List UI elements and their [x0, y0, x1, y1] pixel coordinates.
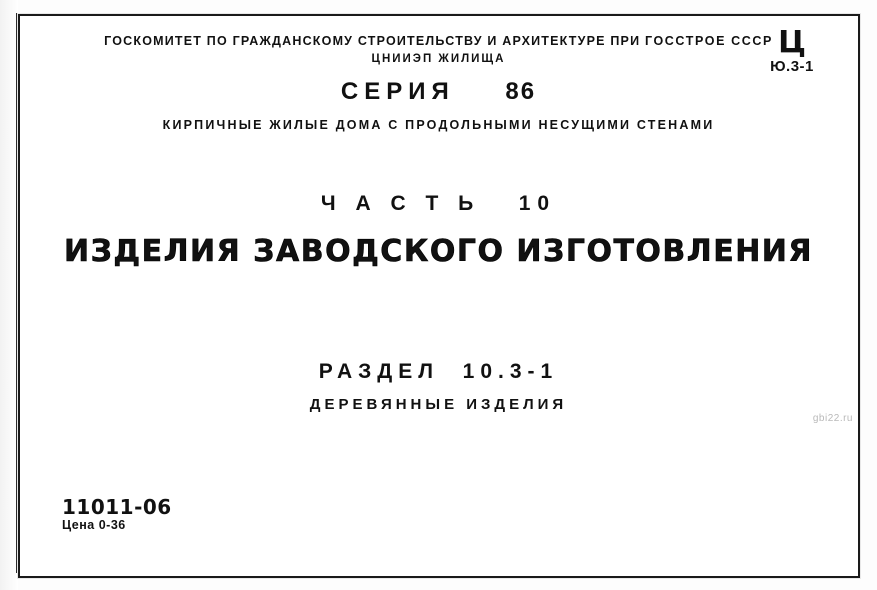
part-number: 10: [518, 192, 557, 215]
section-line: [0, 360, 877, 384]
part-label: Ч А С Т Ь: [320, 192, 481, 215]
organization-line: [0, 34, 877, 48]
organization-strong: ГОССТРОЕ СССР: [644, 34, 773, 48]
watermark: gbi22.ru: [812, 413, 853, 424]
section-number: 10.3-1: [462, 360, 559, 383]
series-label: СЕРИЯ: [340, 78, 455, 105]
document-code-block: [62, 495, 172, 532]
document-code-number: 11011-06: [62, 495, 172, 519]
series-number: 86: [505, 78, 537, 105]
organization-prefix: ГОСКОМИТЕТ ПО ГРАЖДАНСКОМУ СТРОИТЕЛЬСТВУ И АРХИТЕКТУРЕ ПРИ: [104, 34, 645, 48]
series-line: [0, 78, 877, 106]
document-price: Цена 0-36: [62, 518, 126, 532]
section-label: РАЗДЕЛ: [318, 360, 439, 383]
institute-line: ЦНИИЭП ЖИЛИЩА: [371, 53, 506, 65]
series-description: КИРПИЧНЫЕ ЖИЛЫЕ ДОМА С ПРОДОЛЬНЫМИ НЕСУЩИМИ СТЕНАМИ: [162, 118, 715, 132]
stamp-code: Ю.3-1: [770, 58, 814, 75]
page-title: ИЗДЕЛИЯ ЗАВОДСКОГО ИЗГОТОВЛЕНИЯ: [63, 234, 814, 269]
part-line: [0, 192, 877, 216]
stamp-glyph-icon: Ц: [778, 25, 806, 60]
corner-stamp: [747, 25, 837, 75]
section-subtitle: ДЕРЕВЯННЫЕ ИЗДЕЛИЯ: [309, 396, 568, 413]
